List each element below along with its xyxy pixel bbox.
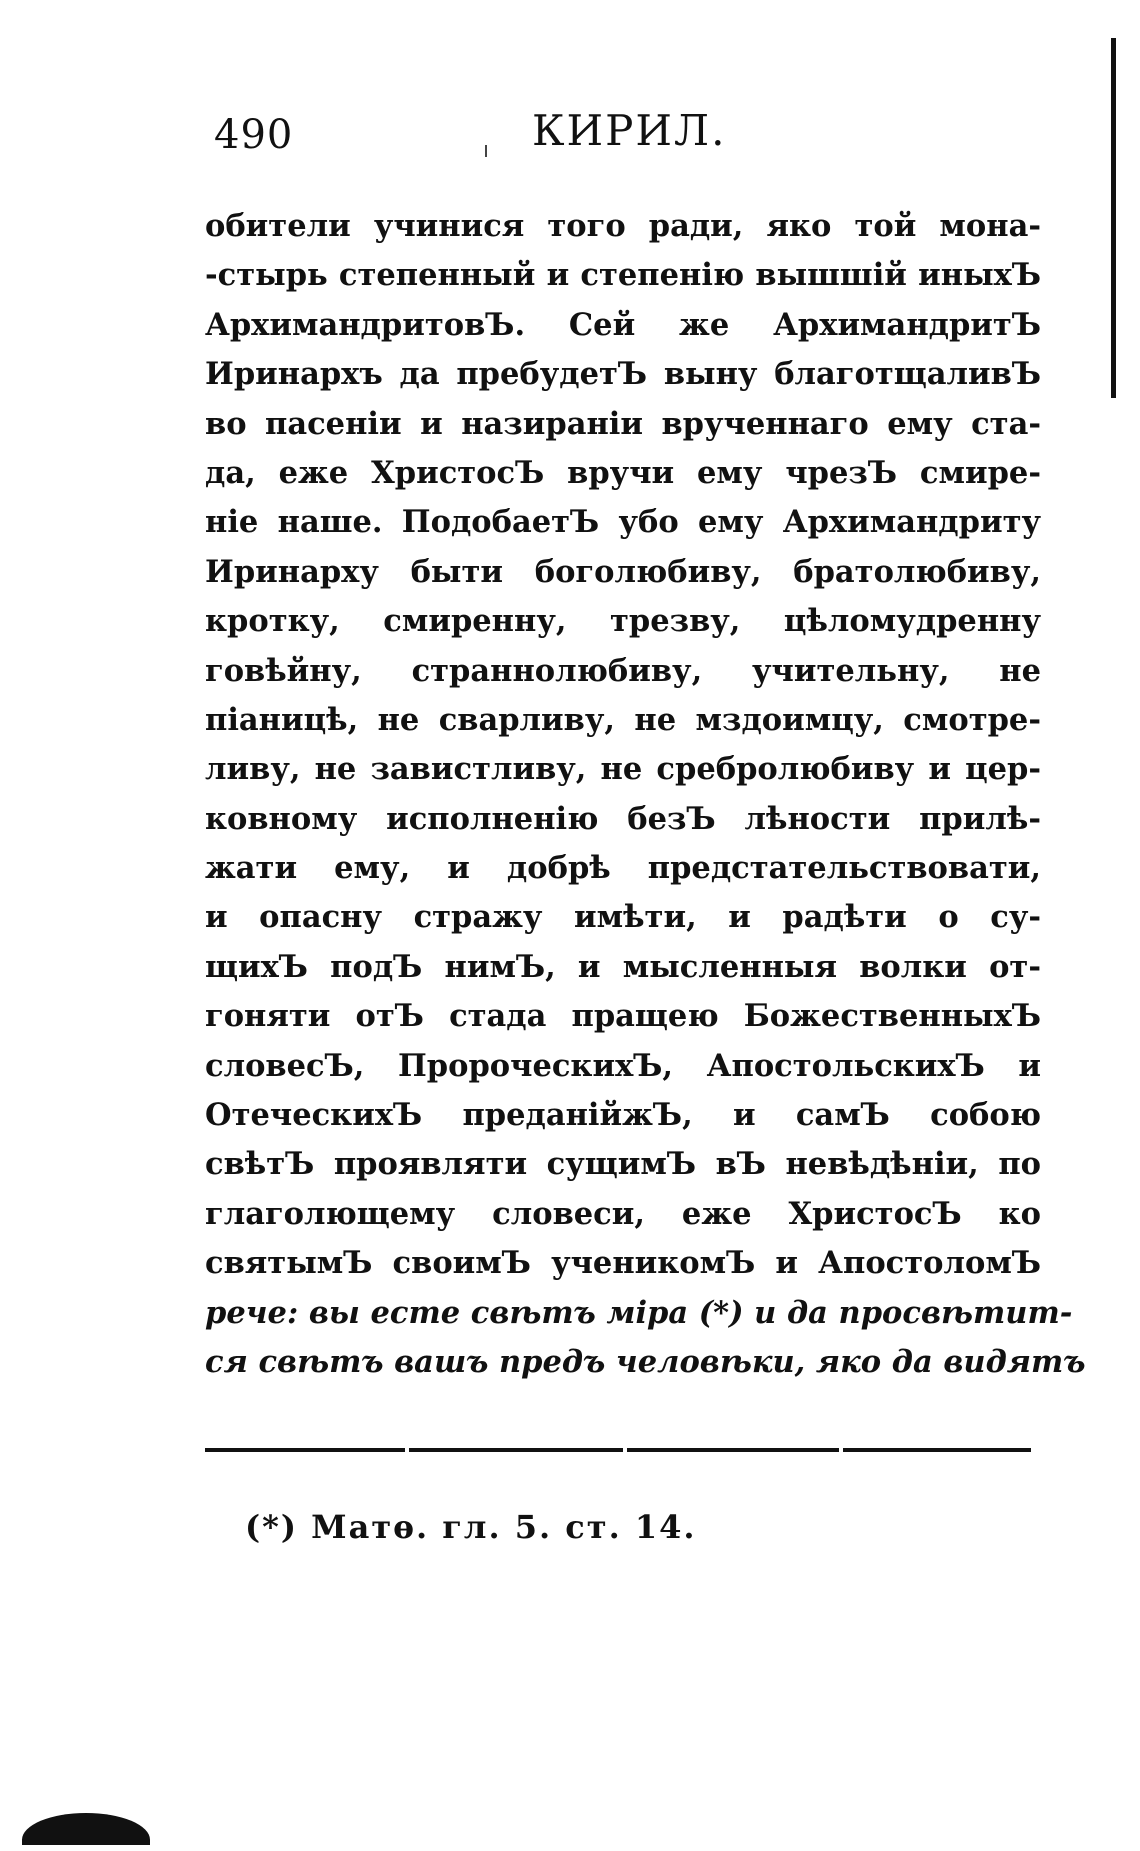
text-line: жати ему, и добрѣ предстательствовати,	[205, 850, 1041, 887]
text-line-quotation: рече: вы есте свѣтъ мiра (*) и да просвѣтит-	[205, 1294, 1073, 1331]
text-line: Иринарху быти боголюбиву, братолюбиву,	[205, 553, 1041, 590]
page-edge-line	[1111, 38, 1116, 398]
text-line: нiе наше. ПодобаетЪ убо ему Архимандриту	[205, 504, 1041, 541]
text-line: кротку, смиренну, трезву, цѣломудренну	[205, 603, 1041, 640]
text-line: ковному исполненiю безЪ лѣности прилѣ-	[205, 800, 1041, 837]
text-line: обители учинися того ради, яко той мона-	[205, 208, 1041, 244]
text-line: святымЪ своимЪ ученикомЪ и АпостоломЪ	[205, 1245, 1041, 1282]
text-line: во пасенiи и назиранiи врученнаго ему ста-	[205, 405, 1041, 442]
text-line: Иринархъ да пребудетЪ выну благотщаливЪ	[205, 356, 1041, 393]
footnote-separator-rule	[205, 1448, 1035, 1452]
text-line: щихЪ подЪ нимЪ, и мысленныя волки от-	[205, 948, 1041, 985]
ink-blot	[22, 1813, 150, 1845]
running-title: КИРИЛ.	[532, 106, 727, 155]
page-number: 490	[214, 112, 294, 158]
text-line: словесЪ, ПророческихЪ, АпостольскихЪ и	[205, 1047, 1041, 1084]
text-line: гоняти отЪ стада пращею БожественныхЪ	[205, 998, 1041, 1035]
text-line: глаголющему словеси, еже ХристосЪ ко	[205, 1195, 1041, 1232]
text-line: ливу, не завистливу, не сребролюбиву и цер-	[205, 751, 1041, 788]
rule-segment	[205, 1448, 405, 1452]
text-line: АрхимандритовЪ. Сей же АрхимандритЪ	[205, 306, 1041, 343]
footnote: (*) Матѳ. гл. 5. ст. 14.	[245, 1508, 697, 1546]
stray-mark	[485, 145, 487, 157]
rule-segment	[843, 1448, 1031, 1452]
text-line: пiаницѣ, не сварливу, не мздоимцу, смотре-	[205, 701, 1041, 738]
text-line: ОтеческихЪ преданiйжЪ, и самЪ собою	[205, 1097, 1041, 1134]
rule-segment	[627, 1448, 839, 1452]
rule-segment	[409, 1448, 623, 1452]
text-line: говѣйну, страннолюбиву, учительну, не	[205, 652, 1041, 689]
text-line: да, еже ХристосЪ вручи ему чрезЪ смире-	[205, 454, 1041, 491]
text-line: -стырь степенный и степенiю вышшiй иныхЪ	[205, 257, 1041, 294]
body-text	[205, 202, 1086, 1387]
text-line: свѣтЪ проявляти сущимЪ вЪ невѣдѣнiи, по	[205, 1146, 1041, 1183]
text-line-quotation: ся свѣтъ вашъ предъ человѣки, яко да видятъ	[205, 1343, 1086, 1380]
text-line: и опасну стражу имѣти, и радѣти о су-	[205, 899, 1041, 936]
